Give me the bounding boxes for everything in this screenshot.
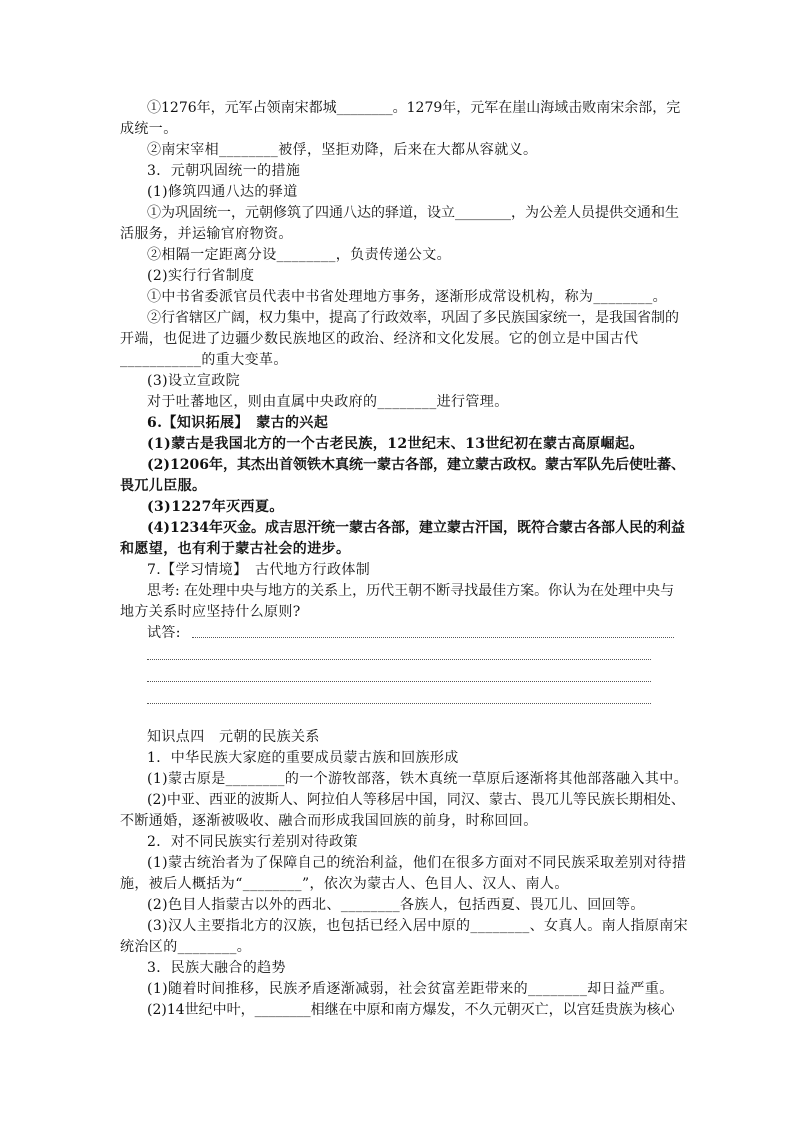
text-line: 畏兀儿臣服。 bbox=[120, 478, 207, 494]
text-line: (2)实行行省制度 bbox=[147, 268, 255, 284]
text-line: (2)1206年，其杰出首领铁木真统一蒙古各部，建立蒙古政权。蒙古军队先后使吐蕃、 bbox=[147, 457, 685, 473]
text-line: 思考: 在处理中央与地方的关系上，历代王朝不断寻找最佳方案。你认为在处理中央与 bbox=[147, 583, 675, 599]
answer-label: 试答: bbox=[147, 625, 181, 641]
text-line: (3)1227年灭西夏。 bbox=[147, 499, 284, 515]
text-line: 对于吐蕃地区，则由直属中央政府的________进行管理。 bbox=[147, 394, 509, 410]
text-line: ②行省辖区广阔，权力集中，提高了行政效率，巩固了多民族国家统一，是我国省制的 bbox=[147, 310, 679, 326]
text-line: ___________的重大变革。 bbox=[120, 352, 288, 368]
text-line: ②南宋宰相________被俘，坚拒劝降，后来在大都从容就义。 bbox=[147, 142, 538, 158]
text-line: 统治区的________。 bbox=[120, 939, 252, 955]
text-line: ①1276年，元军占领南宋都城________。1279年，元军在崖山海域击败南宋余部，完 bbox=[147, 100, 681, 116]
text-line: ①为巩固统一，元朝修筑了四通八达的驿道，设立________，为公差人员提供交通和生 bbox=[147, 205, 679, 221]
text-line: (4)1234年灭金。成吉思汗统一蒙古各部，建立蒙古汗国，既符合蒙古各部人民的利益 bbox=[147, 520, 685, 536]
text-line: 1．中华民族大家庭的重要成员蒙古族和回族形成 bbox=[147, 750, 459, 766]
section-heading: 7.【学习情境】 古代地方行政体制 bbox=[147, 562, 371, 578]
text-line: (2)中亚、西亚的波斯人、阿拉伯人等移居中国，同汉、蒙古、畏兀儿等民族长期相处、 bbox=[147, 792, 685, 808]
text-line: 成统一。 bbox=[120, 121, 178, 137]
text-line: ①中书省委派官员代表中书省处理地方事务，逐渐形成常设机构，称为________。 bbox=[147, 289, 667, 305]
text-line: (2)14世纪中叶，________相继在中原和南方爆发，不久元朝灭亡，以宫廷贵族为核心 bbox=[147, 1002, 675, 1018]
section-heading: 知识点四 元朝的民族关系 bbox=[147, 729, 320, 745]
answer-line bbox=[147, 659, 651, 660]
text-line: (2)色目人指蒙古以外的西北、________各族人，包括西夏、畏兀儿、回回等。 bbox=[147, 897, 645, 913]
text-line: 3．民族大融合的趋势 bbox=[147, 960, 286, 976]
answer-line bbox=[147, 703, 651, 704]
text-line: (1)蒙古是我国北方的一个古老民族，12世纪末、13世纪初在蒙古高原崛起。 bbox=[147, 436, 644, 452]
text-line: (1)随着时间推移，民族矛盾逐渐减弱，社会贫富差距带来的________却日益严重。 bbox=[147, 981, 674, 997]
text-line: (1)蒙古统治者为了保障自己的统治利益，他们在很多方面对不同民族采取差别对待措 bbox=[147, 855, 687, 871]
text-line: ②相隔一定距离分设________，负责传递公文。 bbox=[147, 247, 451, 263]
text-line: 和愿望，也有利于蒙古社会的进步。 bbox=[120, 541, 351, 557]
text-line: 施，被后人概括为“________”，依次为蒙古人、色目人、汉人、南人。 bbox=[120, 876, 569, 892]
text-line: 3．元朝巩固统一的措施 bbox=[147, 163, 301, 179]
text-line: 地方关系时应坚持什么原则? bbox=[120, 604, 301, 620]
answer-line bbox=[147, 681, 651, 682]
text-line: (1)蒙古原是________的一个游牧部落，铁木真统一草原后逐渐将其他部落融入其中。 bbox=[147, 771, 689, 787]
text-line: (3)设立宣政院 bbox=[147, 373, 241, 389]
text-line: (1)修筑四通八达的驿道 bbox=[147, 184, 298, 200]
text-line: (3)汉人主要指北方的汉族，也包括已经入居中原的________、女真人。南人指原南宋 bbox=[147, 918, 689, 934]
text-line: 不断通婚，逐渐被吸收、融合而形成我国回族的前身，时称回回。 bbox=[120, 813, 538, 829]
answer-line bbox=[192, 637, 674, 638]
text-line: 开端，也促进了边疆少数民族地区的政治、经济和文化发展。它的创立是中国古代 bbox=[120, 331, 639, 347]
section-heading: 6.【知识拓展】 蒙古的兴起 bbox=[147, 415, 329, 431]
text-line: 2．对不同民族实行差别对待政策 bbox=[147, 834, 358, 850]
text-line: 活服务，并运输官府物资。 bbox=[120, 226, 293, 242]
